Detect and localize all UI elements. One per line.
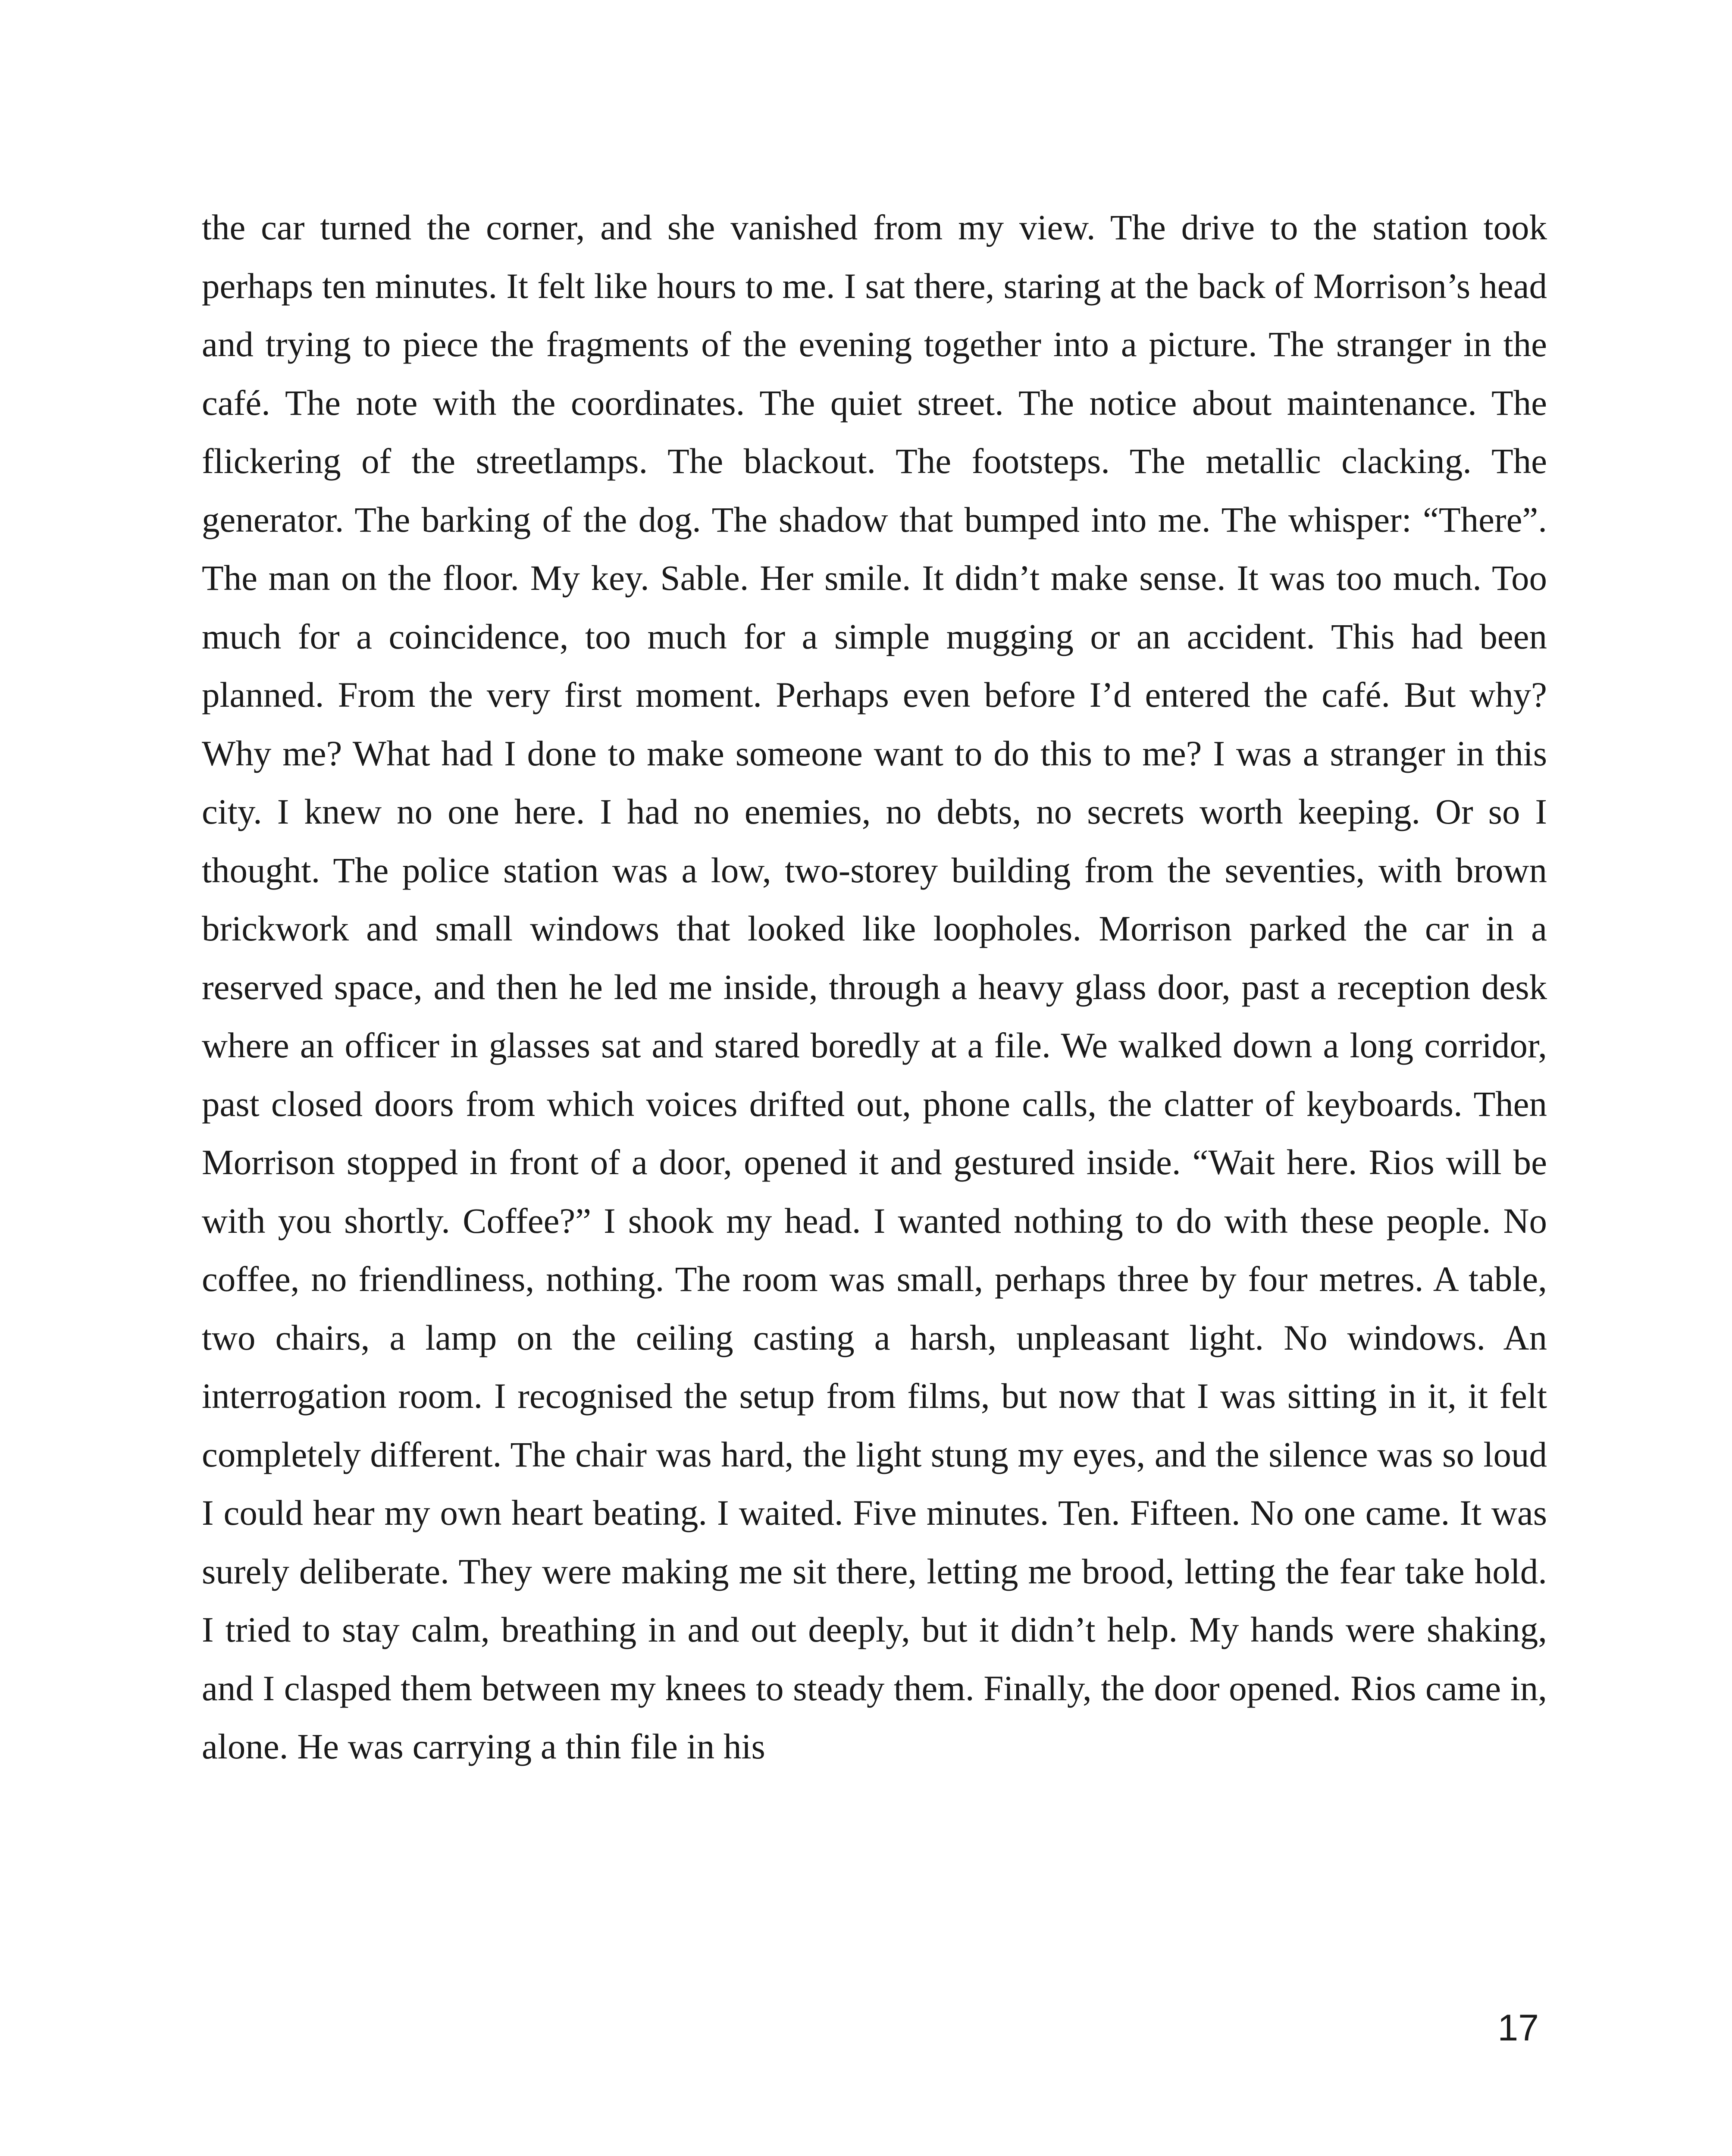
page-number: 17 [1497,2007,1539,2049]
body-paragraph: the car turned the corner, and she vanished from my view. The drive to the station took perhaps ten minutes. It felt like hours to me. I sat there, staring at the back of Morrison’s head and trying to piece the fragments of the evening together into a picture. The stranger in the café. The note with the coordinates. The quiet street. The notice about maintenance. The flickering of the streetlamps. The blackout. The footsteps. The metallic clacking. The generator. The barking of the dog. The shadow that bumped into me. The whisper: “There”. The man on the floor. My key. Sable. Her smile. It didn’t make sense. It was too much. Too much for a coincidence, too much for a simple mugging or an accident. This had been planned. From the very first moment. Perhaps even before I’d entered the café. But why? Why me? What had I done to make someone want to do this to me? I was a stranger in this city. I knew no one here. I had no enemies, no debts, no secrets worth keeping. Or so I thought. The police station was a low, two-storey building from the seventies, with brown brickwork and small windows that looked like loopholes. Morrison parked the car in a reserved space, and then he led me inside, through a heavy glass door, past a reception desk where an officer in glasses sat and stared boredly at a file. We walked down a long corridor, past closed doors from which voices drifted out, phone calls, the clatter of keyboards. Then Morrison stopped in front of a door, opened it and gestured inside. “Wait here. Rios will be with you shortly. Coffee?” I shook my head. I wanted nothing to do with these people. No coffee, no friendliness, nothing. The room was small, perhaps three by four metres. A table, two chairs, a lamp on the ceiling casting a harsh, unpleasant light. No windows. An interrogation room. I recognised the setup from films, but now that I was sitting in it, it felt completely different. The chair was hard, the light stung my eyes, and the silence was so loud I could hear my own heart beating. I waited. Five minutes. Ten. Fifteen. No one came. It was surely deliberate. They were making me sit there, letting me brood, letting the fear take hold. I tried to stay calm, breathing in and out deeply, but it didn’t help. My hands were shaking, and I clasped them between my knees to steady them. Finally, the door opened. Rios came in, alone. He was carrying a thin file in his [202,207,1547,1766]
